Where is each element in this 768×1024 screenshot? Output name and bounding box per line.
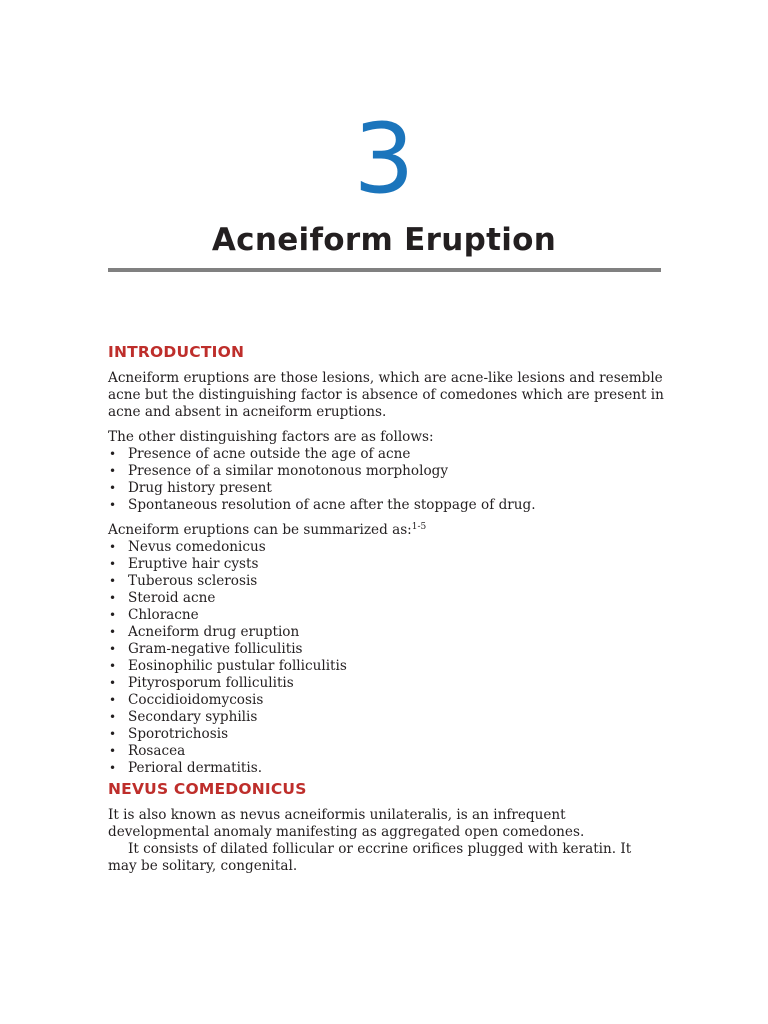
list-item: • Gram-negative folliculitis (108, 641, 664, 658)
list-item: • Tuberous sclerosis (108, 573, 664, 590)
list-item: • Nevus comedonicus (108, 539, 664, 556)
introduction-paragraph: Acneiform eruptions are those lesions, which are acne-like lesions and resemble acne but the distinguishing factor is absence of comedones which are present in acne and absent in acneiform eruptions. (108, 370, 664, 420)
title-divider (108, 268, 661, 272)
eruptions-list (108, 539, 664, 777)
list-item: • Eruptive hair cysts (108, 556, 664, 573)
summary-intro-text: Acneiform eruptions can be summarized as: (108, 522, 412, 538)
factors-list (108, 446, 664, 514)
list-item: • Presence of a similar monotonous morphology (108, 463, 664, 480)
chapter-title: Acneiform Eruption (211, 222, 557, 258)
chapter-body (108, 340, 664, 875)
nevus-comedonicus-heading: NEVUS COMEDONICUS (108, 780, 307, 798)
list-item: • Chloracne (108, 607, 664, 624)
list-item: • Rosacea (108, 743, 664, 760)
list-item: • Coccidioidomycosis (108, 692, 664, 709)
factors-intro: The other distinguishing factors are as follows: (108, 429, 434, 445)
introduction-heading: INTRODUCTION (108, 343, 245, 361)
nevus-paragraph-2: It consists of dilated follicular or eccrine orifices plugged with keratin. It may be solitary, congenital. (108, 841, 632, 874)
list-item: • Eosinophilic pustular folliculitis (108, 658, 664, 675)
list-item: • Steroid acne (108, 590, 664, 607)
reference-superscript: 1-5 (411, 522, 427, 532)
list-item: • Secondary syphilis (108, 709, 664, 726)
chapter-number: 3 (353, 103, 415, 215)
list-item: • Perioral dermatitis. (108, 760, 664, 777)
list-item: • Presence of acne outside the age of acne (108, 446, 664, 463)
list-item: • Spontaneous resolution of acne after the stoppage of drug. (108, 497, 664, 514)
summary-intro (108, 522, 664, 539)
nevus-paragraph-1: It is also known as nevus acneiformis unilateralis, is an infrequent developmental anomaly manifesting as aggregated open comedones. (108, 807, 585, 840)
list-item: • Sporotrichosis (108, 726, 664, 743)
list-item: • Drug history present (108, 480, 664, 497)
list-item: • Acneiform drug eruption (108, 624, 664, 641)
list-item: • Pityrosporum folliculitis (108, 675, 664, 692)
